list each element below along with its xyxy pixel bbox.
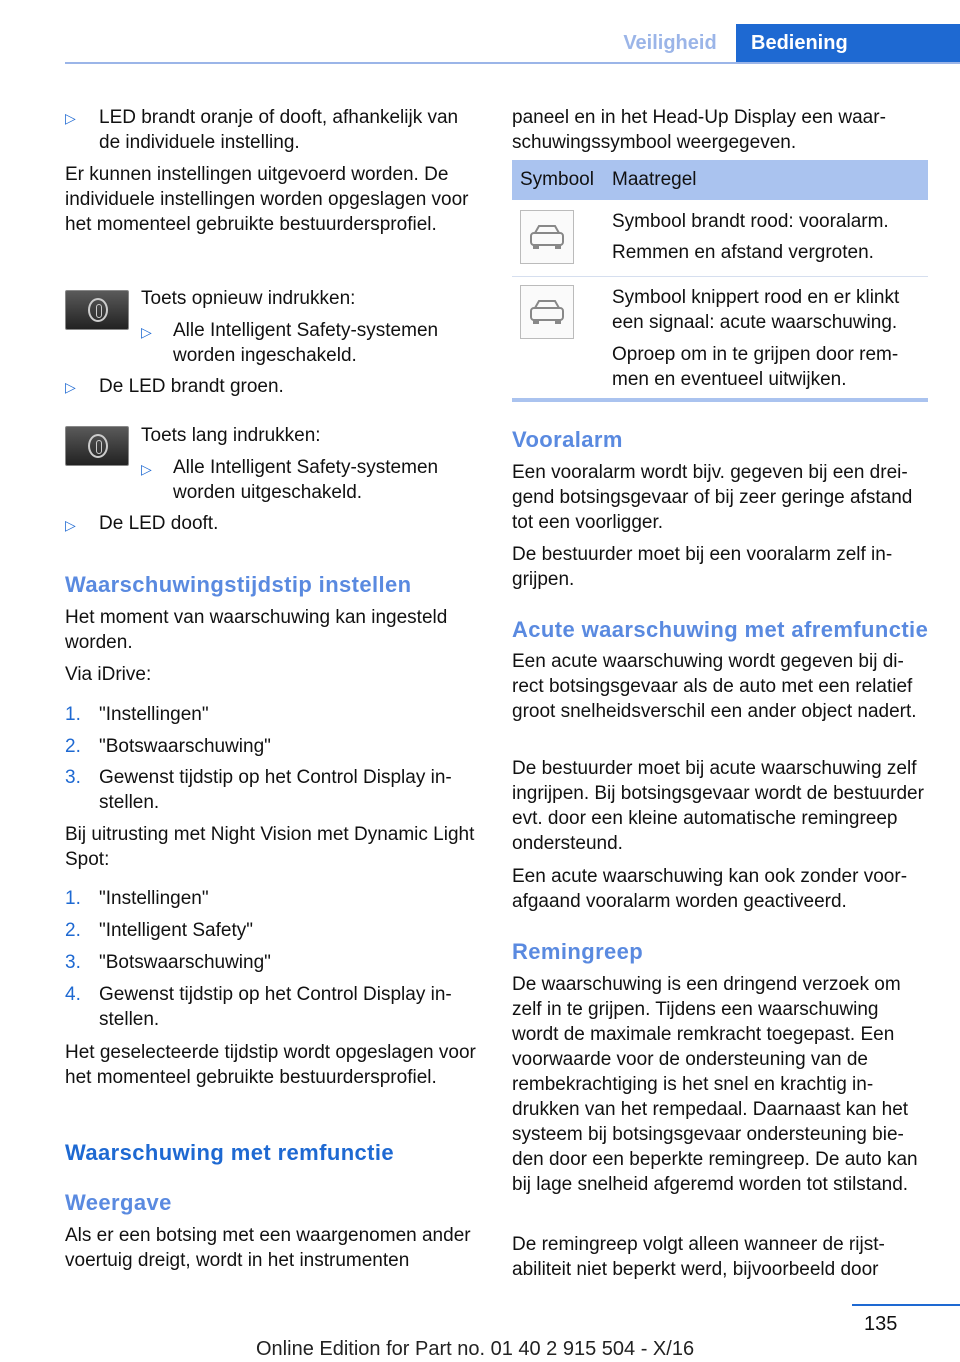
paragraph-vooralarm-1: Een vooralarm wordt bijv. gegeven bij een dreigend botsingsgevaar of bij zeer geringe afstand tot een voorligger.	[512, 462, 913, 533]
list-number: 2.	[65, 920, 81, 941]
heading-remfunctie: Waarschuwing met remfunctie	[65, 1140, 395, 1165]
list-number: 3.	[65, 952, 81, 973]
list-number: 4.	[65, 984, 81, 1005]
bullet-triangle-icon: ▷	[141, 461, 152, 477]
list-item: Gewenst tijdstip op het Control Display instellen.	[99, 767, 452, 813]
paragraph-geselecteerde: Het geselecteerde tijdstip wordt opgeslagen voor het momenteel gebruikte bestuurdersprofiel.	[65, 1042, 476, 1088]
bullet-led-dooft: De LED dooft.	[99, 513, 219, 534]
footer-rule	[852, 1304, 960, 1306]
paragraph-weergave: Als er een botsing met een waargenomen ander voertuig dreigt, wordt in het instrumenten	[65, 1225, 471, 1271]
bullet-triangle-icon: ▷	[65, 379, 76, 395]
list-item: "Intelligent Safety"	[99, 920, 253, 941]
paragraph-acute-1: Een acute waarschuwing wordt gegeven bij direct botsingsgevaar als de auto met een relatief groot snelheidsverschil een ander object nadert.	[512, 651, 917, 722]
edition-footer: Online Edition for Part no. 01 40 2 915 504 - X/16	[256, 1338, 695, 1360]
list-number: 1.	[65, 888, 81, 909]
bullet-triangle-icon: ▷	[65, 110, 76, 126]
paragraph-instellingen: Er kunnen instellingen uitgevoerd worden. De individuele instellingen worden opgeslagen voor het momenteel gebruikte bestuurdersprofiel.	[65, 164, 469, 235]
list-number: 3.	[65, 767, 81, 788]
bullet-led-oranje: LED brandt oranje of dooft, afhankelijk van de individuele instelling.	[99, 107, 459, 153]
button-result-1: Alle Intelligent Safety-systemen worden ingeschakeld.	[173, 320, 439, 366]
tab-veiligheid[interactable]: Veiligheid	[623, 32, 717, 54]
bullet-triangle-icon: ▷	[65, 517, 76, 533]
paragraph-acute-3: Een acute waarschuwing kan ook zonder voorafgaand vooralarm worden geactiveerd.	[512, 866, 908, 912]
table-row-1-line-2: Remmen en afstand vergroten.	[612, 242, 874, 263]
col-header-maatregel: Maatregel	[612, 169, 697, 190]
list-item: "Instellingen"	[99, 704, 209, 725]
paragraph-night-vision: Bij uitrusting met Night Vision met Dynamic Light Spot:	[65, 824, 475, 870]
heading-waarschuwingstijdstip: Waarschuwingstijdstip instellen	[65, 572, 412, 597]
col-header-symbool: Symbool	[520, 169, 594, 190]
table-bottom-rule	[512, 398, 928, 402]
page-number: 135	[864, 1313, 898, 1335]
list-item: Gewenst tijdstip op het Control Display instellen.	[99, 984, 452, 1030]
tab-bediening[interactable]: Bediening	[736, 24, 960, 62]
table-row-1-line-1: Symbool brandt rood: vooralarm.	[612, 211, 889, 232]
button-result-2: Alle Intelligent Safety-systemen worden uitgeschakeld.	[173, 457, 439, 503]
paragraph-remingreep-1: De waarschuwing is een dringend verzoek om zelf in te grijpen. Tijdens een waarschuwing wordt de maximale remkracht toegepast. Een voorwaarde voor de ondersteuning van de rembekrachtiging is het snel en krachtig indrukken van het rempedaal. Daarnaast kan het systeem bij botsingsgevaar ondersteuning bieden door een beperkte remingreep. De auto kan bij lage snelheid afgeremd worden tot stilstand.	[512, 974, 918, 1195]
button-instruction-2: Toets lang indrukken:	[141, 425, 321, 446]
table-row-2-line-2: Oproep om in te grijpen door remmen en eventueel uitwijken.	[612, 344, 899, 390]
bullet-led-groen: De LED brandt groen.	[99, 376, 284, 397]
list-number: 2.	[65, 736, 81, 757]
table-row-separator	[512, 276, 928, 277]
paragraph-remingreep-2: De remingreep volgt alleen wanneer de rijstabiliteit niet beperkt werd, bijvoorbeeld door	[512, 1234, 885, 1280]
table-header	[512, 160, 928, 200]
heading-remingreep: Remingreep	[512, 939, 644, 964]
safety-button-icon	[65, 290, 129, 330]
list-number: 1.	[65, 704, 81, 725]
paragraph-acute-2: De bestuurder moet bij acute waarschuwing zelf ingrijpen. Bij botsingsgevaar wordt de bestuurder evt. door een kleine automatische remingreep ondersteund.	[512, 758, 924, 854]
heading-weergave: Weergave	[65, 1190, 172, 1215]
safety-button-icon	[65, 426, 129, 466]
paragraph-vooralarm-2: De bestuurder moet bij een vooralarm zelf ingrijpen.	[512, 544, 893, 590]
paragraph-moment: Het moment van waarschuwing kan ingesteld worden.	[65, 607, 448, 653]
table-row-2-line-1: Symbool knippert rood en er klinkt een signaal: acute waarschuwing.	[612, 287, 900, 333]
heading-vooralarm: Vooralarm	[512, 427, 623, 452]
heading-acute-waarschuwing: Acute waarschuwing met afremfunctie	[512, 617, 929, 642]
list-item: "Botswaarschuwing"	[99, 736, 271, 757]
list-item: "Botswaarschuwing"	[99, 952, 271, 973]
paragraph-via-idrive: Via iDrive:	[65, 664, 152, 685]
paragraph-paneel: paneel en in het Head-Up Display een waarschuwingssymbool weergegeven.	[512, 107, 886, 153]
bullet-triangle-icon: ▷	[141, 324, 152, 340]
list-item: "Instellingen"	[99, 888, 209, 909]
car-warning-icon	[520, 285, 574, 339]
button-instruction-1: Toets opnieuw indrukken:	[141, 288, 356, 309]
car-warning-icon	[520, 210, 574, 264]
